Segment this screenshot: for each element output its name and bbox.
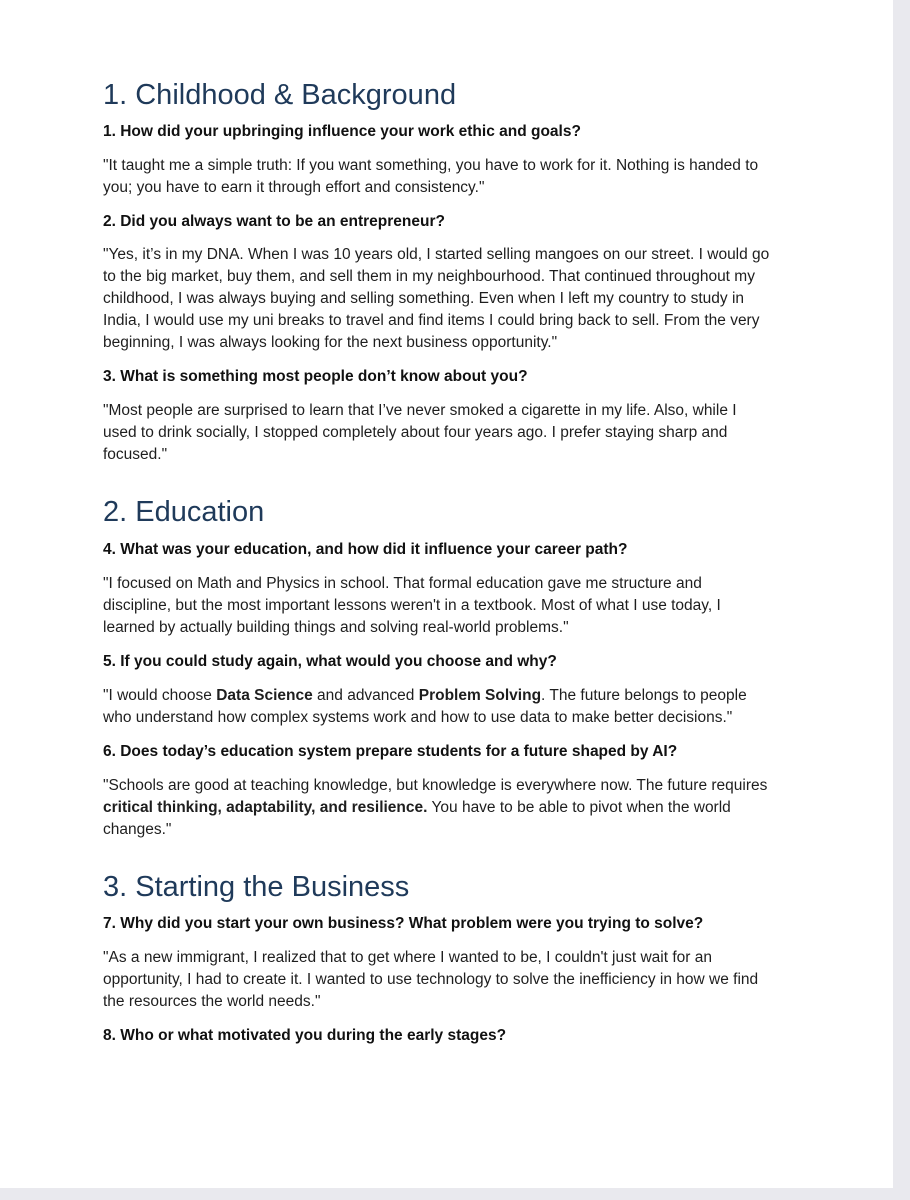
answer-line: "As a new immigrant, I realized that to get where I wanted to be, I couldn't just wait for an: [103, 949, 712, 966]
answer-line: focused.": [103, 446, 168, 463]
question-6: 6. Does today’s education system prepare students for a future shaped by AI?: [103, 743, 678, 760]
section-heading-education: 2. Education: [103, 496, 265, 528]
page-bottom-edge: [0, 1188, 910, 1200]
answer-line: beginning, I was always looking for the next business opportunity.": [103, 334, 558, 351]
answer-line: "Most people are surprised to learn that I’ve never smoked a cigarette in my life. Also, while I: [103, 402, 737, 419]
question-5: 5. If you could study again, what would you choose and why?: [103, 653, 557, 670]
answer-5: [103, 685, 793, 729]
emphasis-data-science: Data Science: [216, 687, 313, 704]
answer-line: "Yes, it’s in my DNA. When I was 10 years old, I started selling mangoes on our street. I would go: [103, 246, 770, 263]
answer-2: [103, 244, 793, 354]
answer-6: [103, 775, 793, 841]
question-8: 8. Who or what motivated you during the early stages?: [103, 1027, 507, 1044]
answer-line: used to drink socially, I stopped completely about four years ago. I prefer staying sharp and: [103, 424, 728, 441]
answer-4: [103, 573, 793, 639]
answer-text: "I would choose: [103, 687, 217, 704]
section-heading-starting-business: 3. Starting the Business: [103, 871, 410, 903]
question-7: 7. Why did you start your own business? What problem were you trying to solve?: [103, 915, 704, 932]
answer-7: [103, 947, 793, 1013]
question-3: 3. What is something most people don’t know about you?: [103, 368, 528, 385]
answer-line: "Schools are good at teaching knowledge, but knowledge is everywhere now. The future requires: [103, 777, 768, 794]
answer-text: and advanced: [312, 687, 419, 704]
answer-line: learned by actually building things and solving real-world problems.": [103, 619, 569, 636]
emphasis-critical-thinking: critical thinking, adaptability, and resilience.: [103, 799, 428, 816]
emphasis-problem-solving: Problem Solving: [418, 687, 542, 704]
answer-line: childhood, I was always buying and selling something. Even when I left my country to study in: [103, 290, 745, 307]
answer-3: [103, 400, 793, 466]
scroll-gutter[interactable]: [893, 0, 910, 1200]
answer-line: changes.": [103, 821, 172, 838]
answer-line: [103, 685, 793, 707]
answer-line: opportunity, I had to create it. I wanted to use technology to solve the inefficiency in how we find: [103, 971, 759, 988]
answer-line: who understand how complex systems work and how to use data to make better decisions.": [103, 709, 733, 726]
answer-line: "It taught me a simple truth: If you want something, you have to work for it. Nothing is handed to: [103, 157, 759, 174]
answer-line: [103, 797, 793, 819]
answer-line: "I focused on Math and Physics in school. That formal education gave me structure and: [103, 575, 702, 592]
answer-line: discipline, but the most important lessons weren't in a textbook. Most of what I use today, I: [103, 597, 721, 614]
answer-line: the resources the world needs.": [103, 993, 321, 1010]
question-2: 2. Did you always want to be an entrepreneur?: [103, 213, 445, 230]
section-heading-childhood: 1. Childhood & Background: [103, 79, 457, 111]
answer-1: [103, 155, 793, 199]
answer-text: You have to be able to pivot when the world: [427, 799, 731, 816]
answer-text: . The future belongs to people: [541, 687, 747, 704]
question-4: 4. What was your education, and how did it influence your career path?: [103, 541, 628, 558]
answer-line: India, I would use my uni breaks to travel and find items I could bring back to sell. From the very: [103, 312, 760, 329]
answer-line: to the big market, buy them, and sell them in my neighbourhood. That continued throughout my: [103, 268, 755, 285]
answer-line: you; you have to earn it through effort and consistency.": [103, 179, 485, 196]
question-1: 1. How did your upbringing influence your work ethic and goals?: [103, 123, 581, 140]
